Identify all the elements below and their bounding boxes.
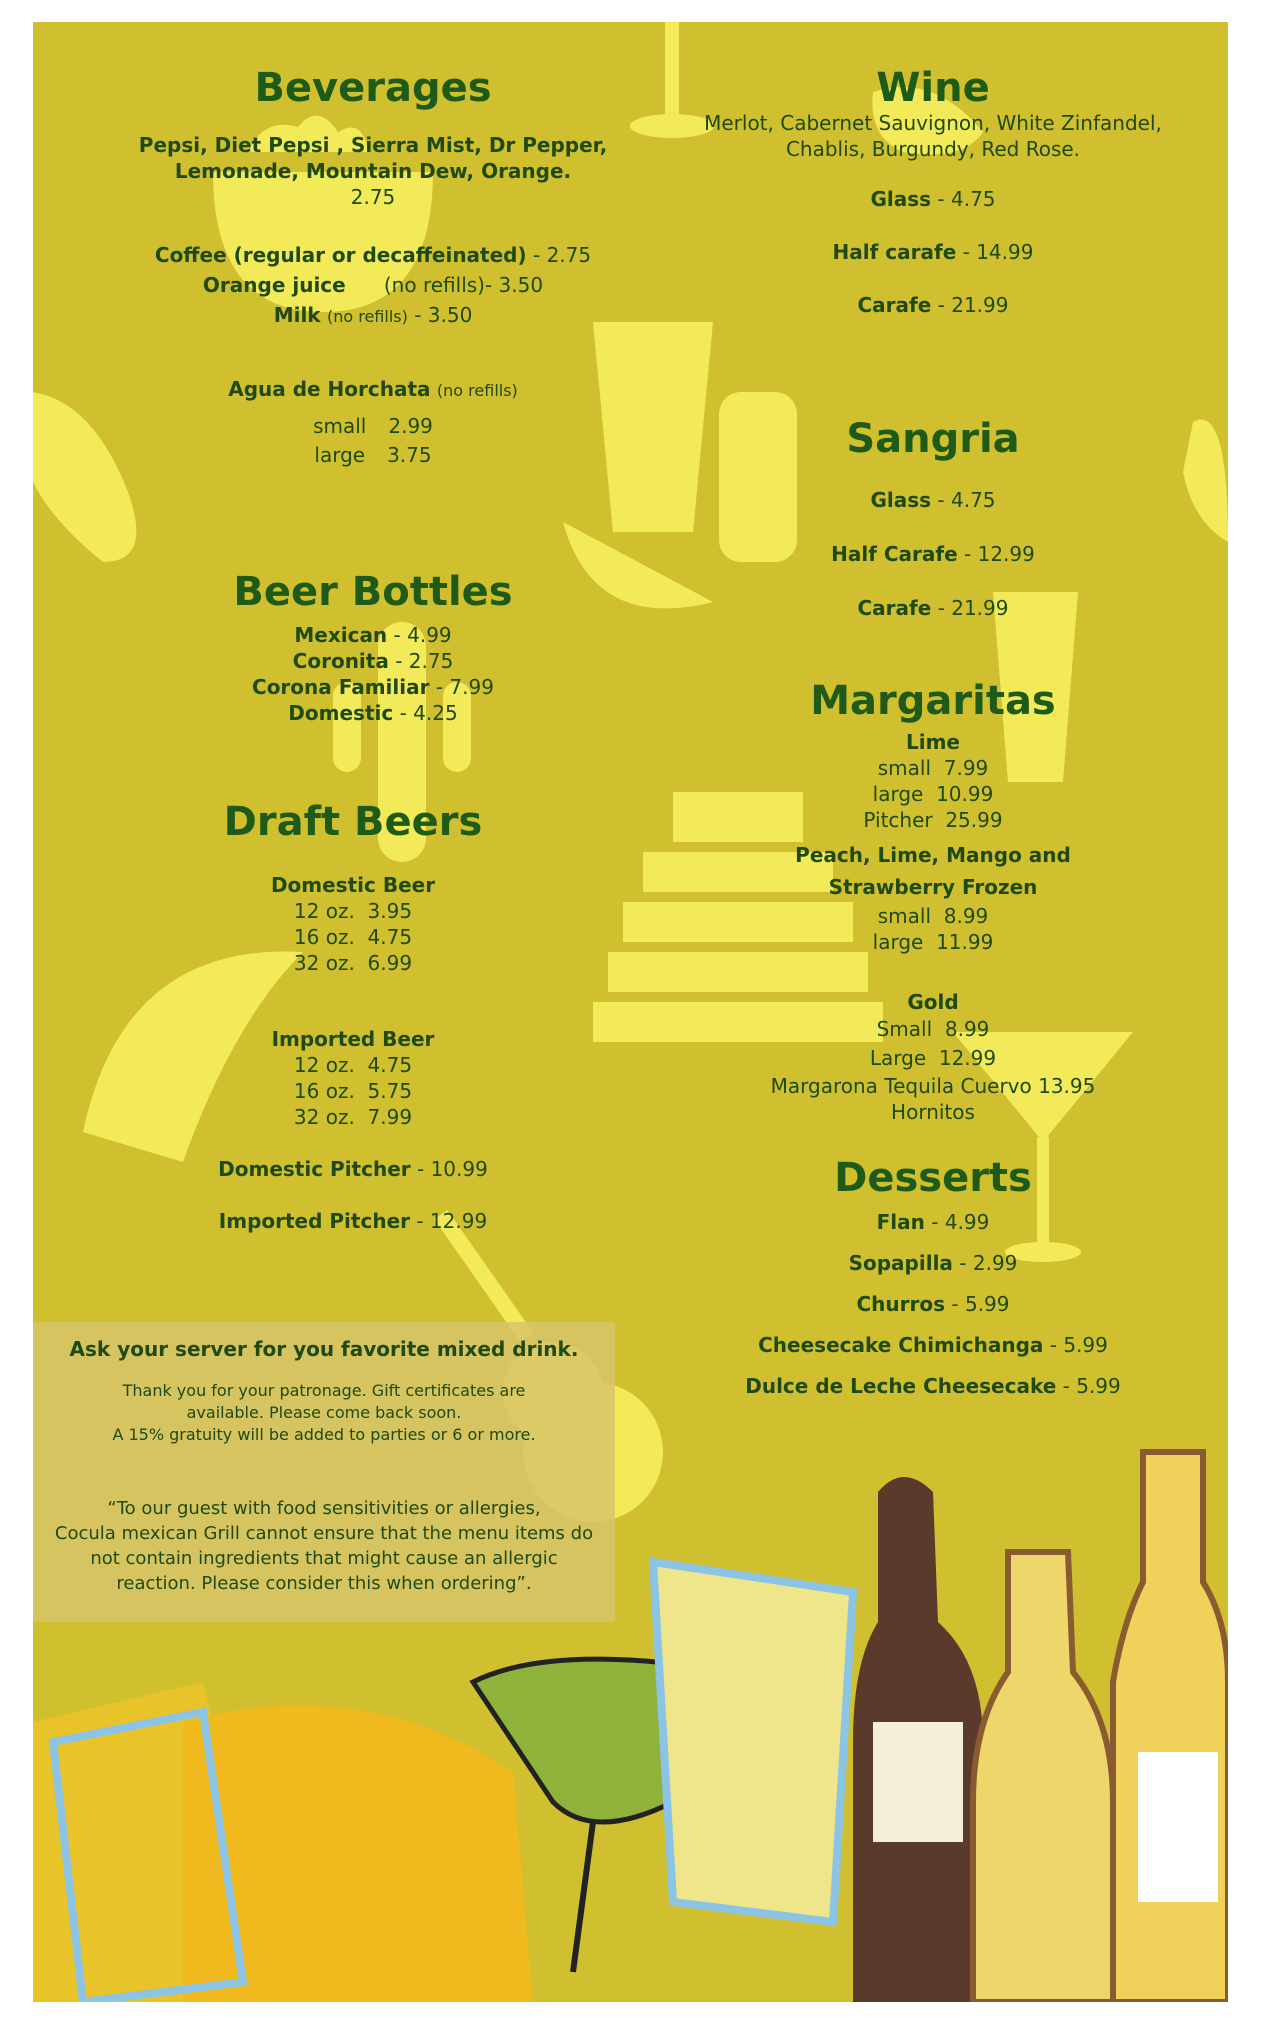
size-row: 16 oz. 4.75 <box>293 925 413 949</box>
frozen-name: Peach, Lime, Mango and <box>795 843 1071 867</box>
beverages-heading: Beverages <box>254 65 492 111</box>
coffee-price: - 2.75 <box>533 243 592 267</box>
draft-beers-heading: Draft Beers <box>223 799 483 845</box>
horchata-size-row: large 3.75 <box>314 443 432 467</box>
size-row: large 10.99 <box>872 782 994 806</box>
item-name: Mexican <box>294 623 388 647</box>
size-row: 32 oz. 6.99 <box>293 951 413 975</box>
item-name: Flan <box>876 1210 925 1234</box>
item-price: - 4.75 <box>937 187 996 211</box>
wine-heading: Wine <box>876 65 990 111</box>
coffee-name: Coffee (regular or decaffeinated) <box>154 243 527 267</box>
menu-page <box>33 22 1228 2002</box>
desserts-heading: Desserts <box>834 1155 1032 1201</box>
thanks-line: available. Please come back soon. <box>186 1403 462 1422</box>
sangria-heading: Sangria <box>846 416 1020 462</box>
item-name: Half Carafe <box>831 542 958 566</box>
margaritas-section <box>673 679 1193 1125</box>
mixed-drink-note: Ask your server for you favorite mixed drink. <box>69 1337 579 1361</box>
gold-name: Gold <box>907 990 959 1014</box>
beer-bottles-section <box>93 570 653 726</box>
frozen-name-2: Strawberry Frozen <box>828 875 1038 899</box>
item-price: - 5.99 <box>1049 1333 1108 1357</box>
size-row: 32 oz. 7.99 <box>293 1105 413 1129</box>
orange-juice-name: Orange juice <box>202 273 346 297</box>
item-price: - 4.25 <box>399 701 458 725</box>
size-row: 12 oz. 3.95 <box>293 899 413 923</box>
orange-juice-price: (no refills)- 3.50 <box>383 273 544 297</box>
size-row: Pitcher 25.99 <box>863 808 1003 832</box>
item-price: - 21.99 <box>937 596 1009 620</box>
item-price: - 21.99 <box>937 293 1009 317</box>
soda-price: 2.75 <box>350 185 396 209</box>
item-name: Churros <box>856 1292 946 1316</box>
wine-varieties: Merlot, Cabernet Sauvignon, White Zinfandel, <box>704 111 1162 135</box>
item-price: - 2.99 <box>959 1251 1018 1275</box>
imported-pitcher-name: Imported Pitcher <box>218 1209 410 1233</box>
size-row: 16 oz. 5.75 <box>293 1079 413 1103</box>
item-name: Coronita <box>292 649 389 673</box>
item-name: Glass <box>870 488 932 512</box>
beverages-section <box>93 66 653 470</box>
milk-price: - 3.50 <box>414 303 473 327</box>
horchata-name: Agua de Horchata <box>228 377 431 401</box>
item-price: - 5.99 <box>951 1292 1010 1316</box>
milk-note: (no refills) <box>326 307 408 326</box>
sangria-section <box>673 417 1193 621</box>
gratuity-line: A 15% gratuity will be added to parties or 6 or more. <box>112 1425 536 1444</box>
item-name: Cheesecake Chimichanga <box>758 1333 1044 1357</box>
margarona-line-2: Hornitos <box>891 1100 975 1124</box>
soda-list: Pepsi, Diet Pepsi , Sierra Mist, Dr Pepper, <box>138 133 608 157</box>
size-row: 12 oz. 4.75 <box>293 1053 413 1077</box>
item-name: Dulce de Leche Cheesecake <box>745 1374 1057 1398</box>
item-price: - 5.99 <box>1062 1374 1121 1398</box>
lime-name: Lime <box>905 730 960 754</box>
info-note-box <box>33 1322 615 1622</box>
draft-beers-section <box>73 800 633 1234</box>
size-row: Large 12.99 <box>869 1046 997 1070</box>
horchata-note: (no refills) <box>436 381 518 400</box>
allergy-line: Cocula mexican Grill cannot ensure that the menu items do <box>54 1523 594 1544</box>
size-row: small 8.99 <box>877 904 989 928</box>
beer-bottles-heading: Beer Bottles <box>233 569 513 615</box>
desserts-section <box>673 1156 1193 1407</box>
imported-pitcher-price: - 12.99 <box>416 1209 488 1233</box>
item-name: Carafe <box>857 293 932 317</box>
item-name: Corona Familiar <box>252 675 430 699</box>
item-name: Sopapilla <box>848 1251 953 1275</box>
item-price: - 2.75 <box>395 649 454 673</box>
domestic-beer-name: Domestic Beer <box>270 873 436 897</box>
item-price: - 7.99 <box>435 675 494 699</box>
margarona-line: Margarona Tequila Cuervo 13.95 <box>770 1074 1096 1098</box>
item-price: - 4.75 <box>937 488 996 512</box>
allergy-line: not contain ingredients that might cause an allergic <box>90 1548 558 1569</box>
item-name: Glass <box>870 187 932 211</box>
item-price: - 14.99 <box>962 240 1034 264</box>
domestic-pitcher-name: Domestic Pitcher <box>218 1157 411 1181</box>
item-price: - 12.99 <box>964 542 1035 566</box>
imported-beer-name: Imported Beer <box>271 1027 435 1051</box>
thanks-line: Thank you for your patronage. Gift certificates are <box>122 1381 526 1400</box>
size-row: small 7.99 <box>877 756 989 780</box>
size-row: Small 8.99 <box>876 1017 990 1041</box>
allergy-line: “To our guest with food sensitivities or allergies, <box>107 1498 541 1519</box>
size-row: large 11.99 <box>872 930 994 954</box>
item-name: Half carafe <box>832 240 957 264</box>
margaritas-heading: Margaritas <box>810 678 1056 724</box>
item-name: Domestic <box>288 701 394 725</box>
horchata-size-row: small 2.99 <box>313 414 433 438</box>
item-price: - 4.99 <box>393 623 452 647</box>
wine-varieties-2: Chablis, Burgundy, Red Rose. <box>785 137 1081 161</box>
domestic-pitcher-price: - 10.99 <box>417 1157 488 1181</box>
item-name: Carafe <box>857 596 932 620</box>
wine-section <box>673 66 1193 318</box>
allergy-line: reaction. Please consider this when ordering”. <box>116 1573 532 1594</box>
item-price: - 4.99 <box>931 1210 990 1234</box>
milk-name: Milk <box>273 303 321 327</box>
soda-list-2: Lemonade, Mountain Dew, Orange. <box>174 159 572 183</box>
